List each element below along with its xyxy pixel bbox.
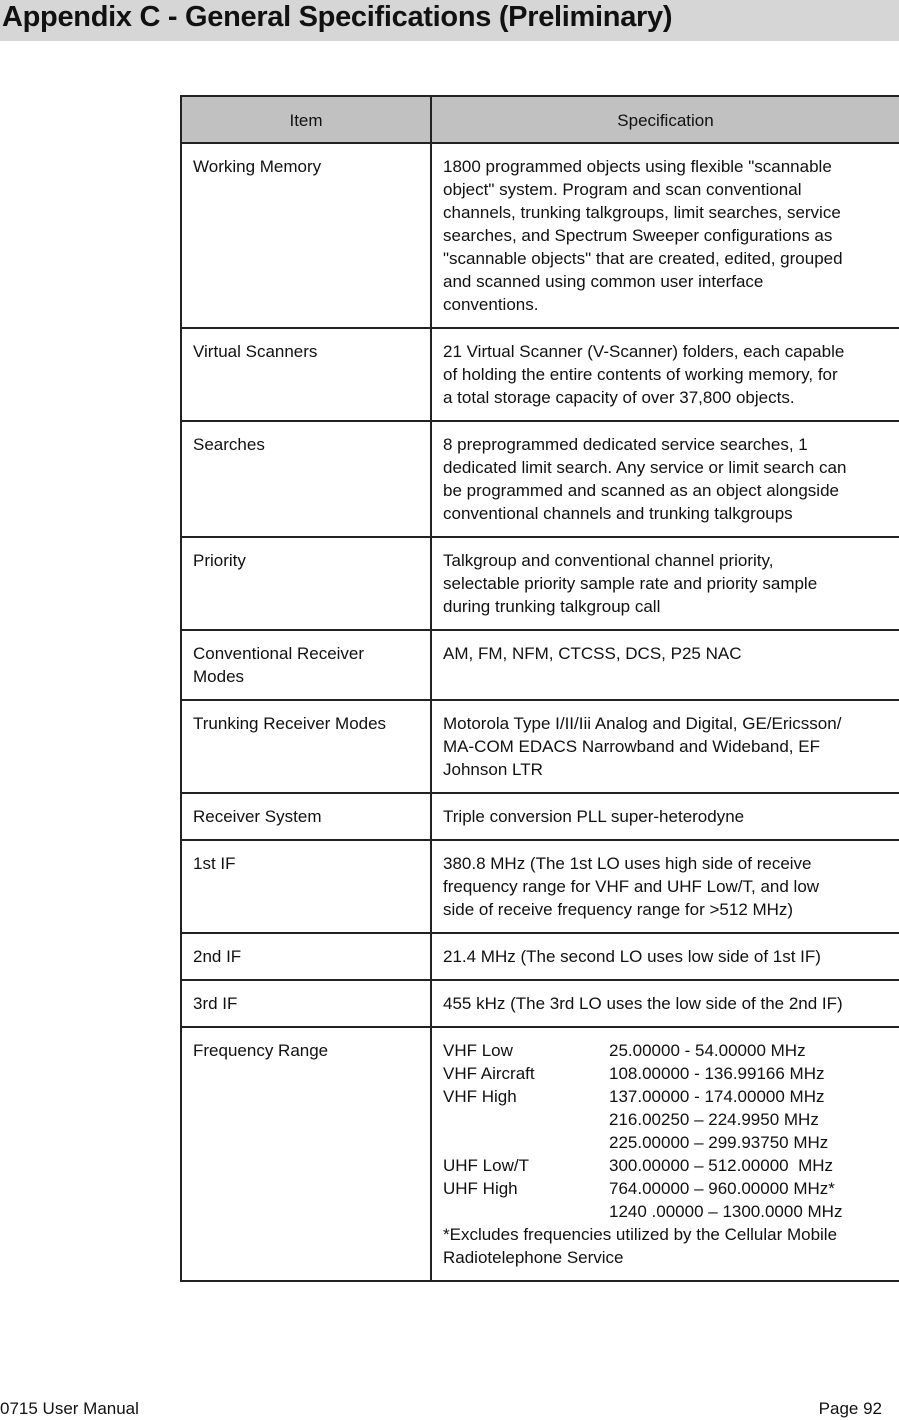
spec-cell: Triple conversion PLL super-heterodyne — [431, 793, 899, 840]
frequency-note: *Excludes frequencies utilized by the Cellular Mobile Radiotelephone Service — [443, 1225, 838, 1267]
frequency-bands — [443, 1039, 889, 1223]
item-cell: Frequency Range — [181, 1027, 431, 1281]
table-header-row — [181, 96, 899, 143]
item-cell: 1st IF — [181, 840, 431, 933]
band-name: UHF High — [443, 1179, 518, 1198]
item-cell: Priority — [181, 537, 431, 630]
footer-page-number: Page 92 — [818, 1399, 882, 1418]
table-row — [181, 630, 899, 700]
item-cell: Conventional Receiver Modes — [181, 630, 431, 700]
band-range: 216.00250 – 224.9950 MHz — [609, 1110, 819, 1129]
item-cell: Trunking Receiver Modes — [181, 700, 431, 793]
band-name — [443, 1200, 609, 1223]
spec-cell: Talkgroup and conventional channel priority, selectable priority sample rate and priority sample during trunking talkgroup call — [431, 537, 899, 630]
spec-cell: 8 preprogrammed dedicated service searches, 1 dedicated limit search. Any service or limit search can be programmed and scanned as an object alongside conventional channels and trunking talkgroups — [431, 421, 899, 537]
spec-cell: 1800 programmed objects using flexible "scannable object" system. Program and scan conventional channels, trunking talkgroups, limit searches, service searches, and Spectrum Sweeper configurations as "scannable objects" that are created, edited, grouped and scanned using common user interface conventions. — [431, 143, 899, 328]
band-name — [443, 1108, 609, 1131]
table-row-frequency-range — [181, 1027, 899, 1281]
table-row — [181, 328, 899, 421]
band-range: 764.00000 – 960.00000 MHz* — [609, 1179, 835, 1198]
band-name: VHF Low — [443, 1041, 513, 1060]
spec-cell: 21 Virtual Scanner (V-Scanner) folders, each capable of holding the entire contents of working memory, for a total storage capacity of over 37,800 objects. — [431, 328, 899, 421]
table-row — [181, 980, 899, 1027]
table-row — [181, 143, 899, 328]
spec-cell: 21.4 MHz (The second LO uses low side of 1st IF) — [431, 933, 899, 980]
band-range: 225.00000 – 299.93750 MHz — [609, 1133, 829, 1152]
table-row — [181, 933, 899, 980]
band-range: 300.00000 – 512.00000 MHz — [609, 1156, 834, 1175]
spec-cell: 380.8 MHz (The 1st LO uses high side of receive frequency range for VHF and UHF Low/T, and low side of receive frequency range for >512 MHz) — [431, 840, 899, 933]
header-item: Item — [181, 96, 431, 143]
table-row — [181, 421, 899, 537]
item-cell: Virtual Scanners — [181, 328, 431, 421]
band-name: UHF Low/T — [443, 1156, 529, 1175]
specifications-table — [180, 95, 899, 1282]
item-cell: Searches — [181, 421, 431, 537]
item-cell: 2nd IF — [181, 933, 431, 980]
band-name: VHF Aircraft — [443, 1064, 535, 1083]
item-cell: 3rd IF — [181, 980, 431, 1027]
page-title: Appendix C - General Specifications (Preliminary) — [2, 1, 673, 33]
title-bar — [0, 0, 899, 41]
item-cell: Working Memory — [181, 143, 431, 328]
band-range: 25.00000 - 54.00000 MHz — [609, 1041, 806, 1060]
table-row — [181, 537, 899, 630]
band-range: 137.00000 - 174.00000 MHz — [609, 1087, 825, 1106]
spec-cell — [431, 1027, 899, 1281]
table-row — [181, 840, 899, 933]
header-specification: Specification — [431, 96, 899, 143]
footer-manual-name: 0715 User Manual — [0, 1399, 139, 1418]
band-range: 1240 .00000 – 1300.0000 MHz — [609, 1202, 843, 1221]
spec-cell: 455 kHz (The 3rd LO uses the low side of the 2nd IF) — [431, 980, 899, 1027]
item-cell: Receiver System — [181, 793, 431, 840]
spec-cell: AM, FM, NFM, CTCSS, DCS, P25 NAC — [431, 630, 899, 700]
band-name — [443, 1131, 609, 1154]
table-row — [181, 793, 899, 840]
spec-cell: Motorola Type I/II/Iii Analog and Digital, GE/Ericsson/ MA-COM EDACS Narrowband and Wideband, EF Johnson LTR — [431, 700, 899, 793]
band-range: 108.00000 - 136.99166 MHz — [609, 1064, 825, 1083]
band-name: VHF High — [443, 1087, 517, 1106]
table-row — [181, 700, 899, 793]
